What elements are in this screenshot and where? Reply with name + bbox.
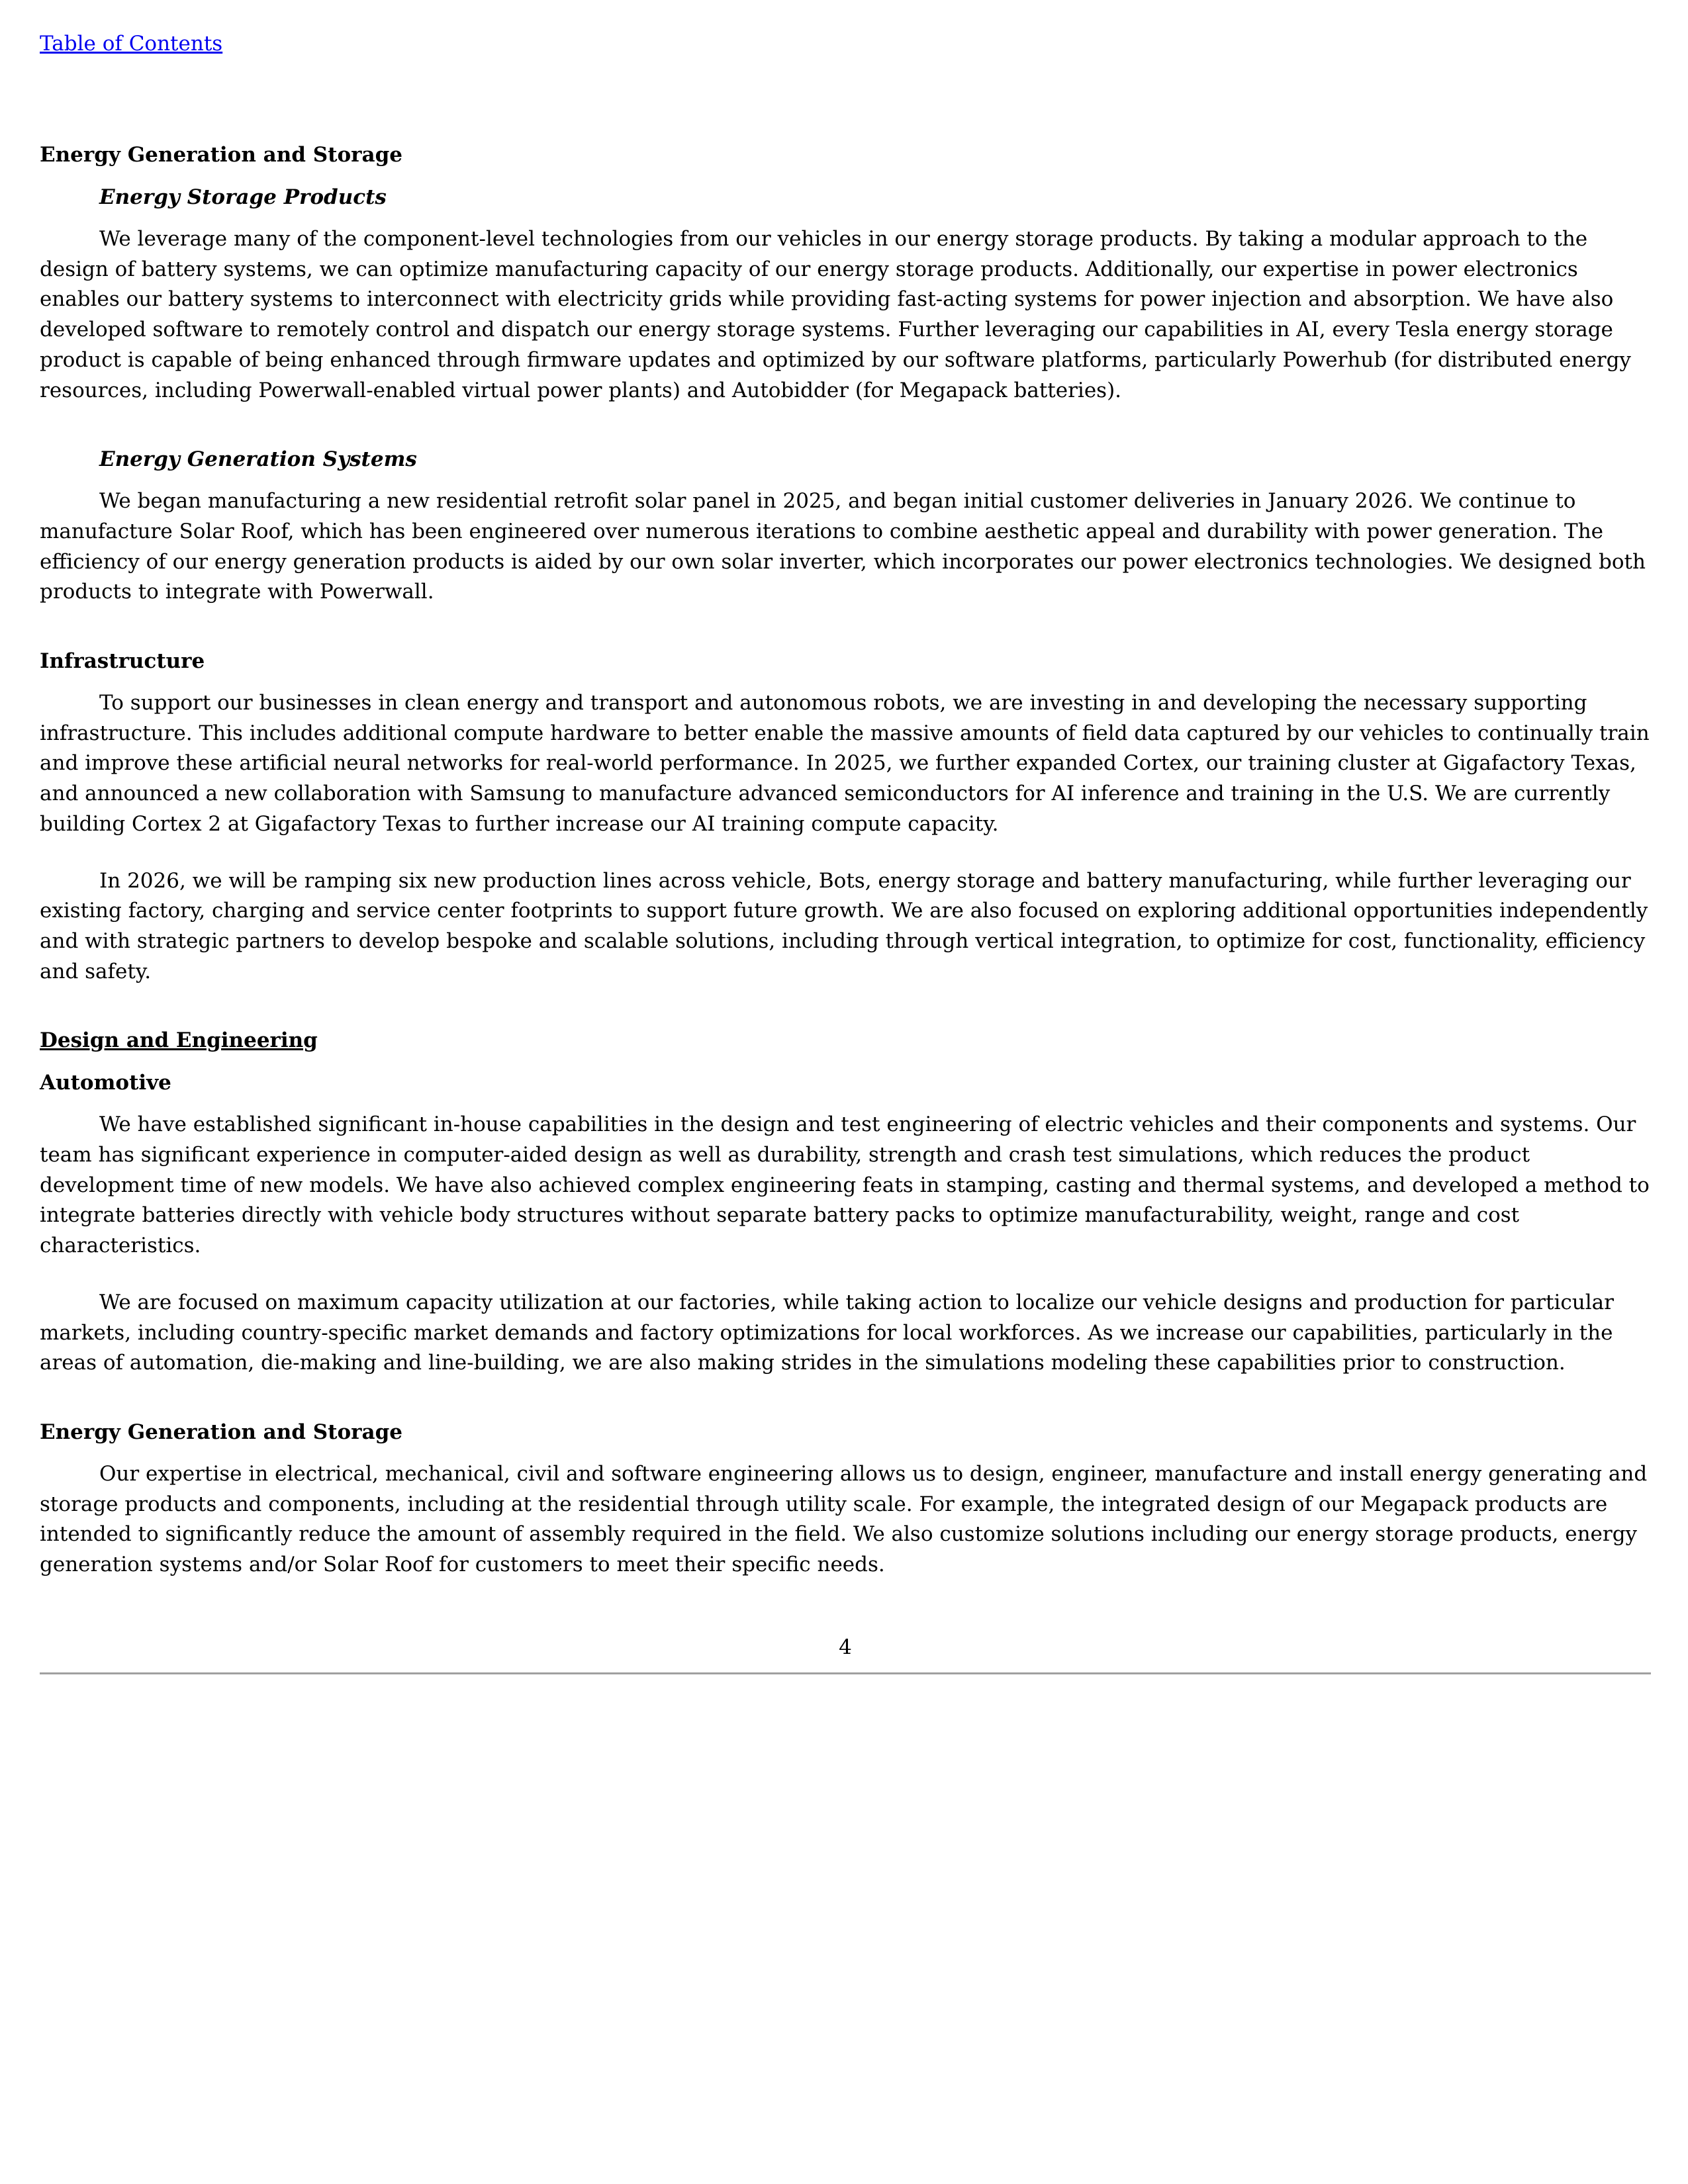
paragraph-energy-storage-products: We leverage many of the component-level technologies from our vehicles in our energy storage products. By taking a modular approach to the design of battery systems, we can optimize manufacturing capacity of our energy storage products. Additionally, our expertise in power electronics enables our battery systems to interconnect with electricity grids while providing fast-acting systems for power injection and absorption. We have also developed software to remotely control and dispatch our energy storage systems. Further leveraging our capabilities in AI, every Tesla energy storage product is capable of being enhanced through firmware updates and optimized by our software platforms, particularly Powerhub (for distributed energy resources, including Powerwall-enabled virtual power plants) and Autobidder (for Megapack batteries).	[40, 227, 1631, 402]
section-heading-design-and-engineering: Design and Engineering	[40, 1028, 318, 1053]
section-heading-energy-generation-storage: Energy Generation and Storage	[40, 143, 402, 167]
paragraph-energy-generation-systems: We began manufacturing a new residential retrofit solar panel in 2025, and began initial customer deliveries in January 2026. We continue to manufacture Solar Roof, which has been engineered over numerous iterations to combine aesthetic appeal and durability with power generation. The efficiency of our energy generation products is aided by our own solar inverter, which incorporates our power electronics technologies. We designed both products to integrate with Powerwall.	[40, 489, 1646, 604]
section-heading-infrastructure: Infrastructure	[40, 649, 205, 674]
page-content	[40, 140, 1651, 1580]
paragraph-automotive-2: We are focused on maximum capacity utilization at our factories, while taking action to localize our vehicle designs and production for particular markets, including country-specific market demands and factory optimizations for local workforces. As we increase our capabilities, particularly in the areas of automation, die-making and line-building, we are also making strides in the simulations modeling these capabilities prior to construction.	[40, 1290, 1614, 1375]
subheading-energy-generation-systems: Energy Generation Systems	[99, 447, 417, 472]
paragraph-infrastructure-2: In 2026, we will be ramping six new production lines across vehicle, Bots, energy storage and battery manufacturing, while further leveraging our existing factory, charging and service center footprints to support future growth. We are also focused on exploring additional opportunities independently and with strategic partners to develop bespoke and scalable solutions, including through vertical integration, to optimize for cost, functionality, efficiency and safety.	[40, 868, 1648, 983]
paragraph-automotive-1: We have established significant in-house capabilities in the design and test engineering of electric vehicles and their components and systems. Our team has significant experience in computer-aided design as well as durability, strength and crash test simulations, which reduces the product development time of new models. We have also achieved complex engineering feats in stamping, casting and thermal systems, and developed a method to integrate batteries directly with vehicle body structures without separate battery packs to optimize manufacturability, weight, range and cost characteristics.	[40, 1113, 1650, 1258]
paragraph-energy-generation-storage-engineering: Our expertise in electrical, mechanical, civil and software engineering allows us to design, engineer, manufacture and install energy generating and storage products and components, including at the residential through utility scale. For example, the integrated design of our Megapack products are intended to significantly reduce the amount of assembly required in the field. We also customize solutions including our energy storage products, energy generation systems and/or Solar Roof for customers to meet their specific needs.	[40, 1461, 1648, 1577]
page-number: 4	[839, 1635, 852, 1659]
paragraph-infrastructure-1: To support our businesses in clean energy and transport and autonomous robots, we are investing in and developing the necessary supporting infrastructure. This includes additional compute hardware to better enable the massive amounts of field data captured by our vehicles to continually train and improve these artificial neural networks for real-world performance. In 2025, we further expanded Cortex, our training cluster at Gigafactory Texas, and announced a new collaboration with Samsung to manufacture advanced semiconductors for AI inference and training in the U.S. We are currently building Cortex 2 at Gigafactory Texas to further increase our AI training compute capacity.	[40, 691, 1650, 836]
page-divider	[40, 1672, 1651, 1674]
subheading-energy-storage-products: Energy Storage Products	[99, 185, 387, 209]
section-heading-energy-generation-storage-2: Energy Generation and Storage	[40, 1420, 402, 1444]
section-heading-automotive: Automotive	[40, 1071, 171, 1095]
table-of-contents-link[interactable]: Table of Contents	[40, 32, 223, 56]
